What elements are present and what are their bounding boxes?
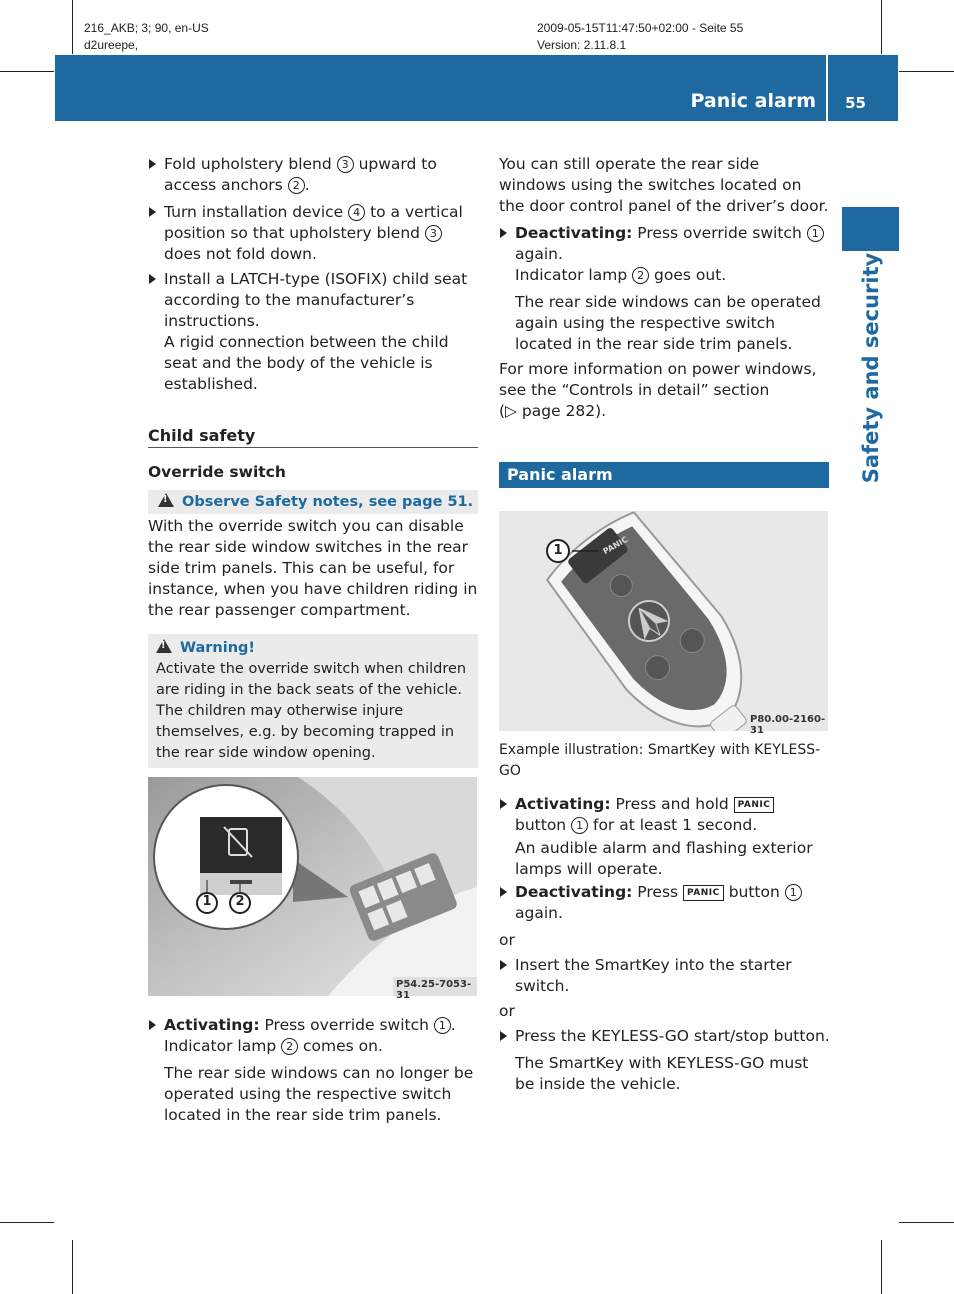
callout-number: 2 [281,1038,298,1055]
panic-button-symbol: PANIC [683,885,724,901]
step-deactivate-override: Deactivating: Press override switch 1 again. [499,223,829,265]
print-meta-right [537,20,743,54]
step-press-keyless-go: Press the KEYLESS-GO start/stop button. [499,1026,831,1047]
figure-callout-1: 1 [202,894,212,909]
panic-button-symbol: PANIC [734,797,775,813]
crop-mark [899,71,954,72]
crop-mark [881,1240,882,1294]
safety-note-link[interactable]: Observe Safety notes, see page 51. [182,494,474,510]
side-tab [842,207,899,251]
page-reference-link[interactable]: (▷ page 282). [499,402,607,420]
heading-panic-alarm: Panic alarm [499,462,829,488]
smartkey-figure [499,511,828,736]
left-activating [148,1015,478,1126]
figure-caption: Example illustration: SmartKey with KEYLESS-GO [499,742,821,779]
step-install-latch: Install a LATCH-type (ISOFIX) child seat according to the manufacturer’s instructions. [148,269,478,332]
section-title: Panic alarm [690,90,816,112]
panic-key-label: PANIC [601,534,630,557]
callout-number: 3 [337,156,354,173]
step-insert-smartkey: Insert the SmartKey into the starter switch. [499,955,831,997]
safety-note [148,490,478,514]
meta-text: d2ureepe, [84,38,139,52]
crop-mark [72,0,73,54]
step-detail: button 1 for at least 1 second. [515,816,758,834]
or-text: or [499,931,515,949]
callout-number: 1 [434,1017,451,1034]
step-activate-panic: Activating: Press and hold PANIC [499,794,831,815]
step-result: Indicator lamp 2 goes out. [515,266,727,284]
meta-text: 2009-05-15T11:47:50+02:00 - Seite 55 [537,21,744,35]
step-result: A rigid connection between the child seat and the body of the vehicle is established. [164,333,449,393]
step-result: Indicator lamp 2 comes on. [164,1037,383,1055]
door-switch-figure [148,777,477,1001]
more-info: For more information on power windows, see the “Controls in detail” section (▷ page 282). [499,360,817,420]
override-description: With the override switch you can disable the rear side window switches in the rear side trim panels. This can be useful, for instance, when you have children riding in the rear passenger compartment. [148,517,478,619]
crop-mark [899,1222,954,1223]
step-note: The rear side windows can be operated again using the respective switch located in the rear side trim panels. [515,293,821,353]
step-activate-override: Activating: Press override switch 1 . [148,1015,478,1036]
smartkey-illustration [499,511,828,731]
print-meta-left [84,20,209,54]
callout-number: 1 [807,225,824,242]
left-column [148,154,478,768]
side-tab-label: Safety and security [859,252,883,484]
crop-mark [881,0,882,54]
callout-number: 4 [348,204,365,221]
step-fold-upholstery: Fold upholstery blend 3 upward to access anchors 2 . [148,154,478,196]
crop-mark [72,1240,73,1294]
callout-number: 1 [785,884,802,901]
page-number: 55 [845,94,866,112]
step-turn-device: Turn installation device 4 to a vertical position so that upholstery blend 3 does not fold down. [148,202,478,265]
callout-number: 2 [632,267,649,284]
warning-box [148,634,478,768]
meta-text: Version: 2.11.8.1 [537,38,627,52]
heading-child-safety: Child safety [148,425,478,448]
right-panic-steps [499,740,831,1095]
callout-number: 1 [571,817,588,834]
or-text: or [499,1002,515,1020]
callout-number: 3 [425,225,442,242]
step-note: The SmartKey with KEYLESS-GO must be inside the vehicle. [515,1054,809,1093]
meta-text: 216_AKB; 3; 90, en-US [84,21,209,35]
warning-text: Activate the override switch when children are riding in the back seats of the vehicle. The children may otherwise injure themselves, e.g. by becoming trapped in the rear side window opening. [156,661,467,761]
right-column [499,154,829,488]
figure-code: P80.00-2160-31 [750,714,826,736]
crop-mark [0,71,54,72]
door-switch-illustration [148,777,477,996]
heading-override-switch: Override switch [148,463,286,481]
figure-callout-1: 1 [553,543,563,558]
warning-icon [158,493,174,507]
intro-text: You can still operate the rear side windows using the switches located on the door control panel of the driver’s door. [499,155,829,215]
step-deactivate-panic: Deactivating: Press PANIC button 1 again. [499,882,831,924]
step-note: The rear side windows can no longer be operated using the respective switch located in the rear side trim panels. [164,1064,474,1124]
warning-title: !Warning! [156,638,470,659]
figure-callout-2: 2 [235,894,245,909]
warning-icon [156,639,172,653]
crop-mark [0,1222,54,1223]
step-result: An audible alarm and flashing exterior lamps will operate. [515,839,813,878]
figure-code: P54.25-7053-31 [396,979,472,1001]
callout-number: 2 [288,177,305,194]
